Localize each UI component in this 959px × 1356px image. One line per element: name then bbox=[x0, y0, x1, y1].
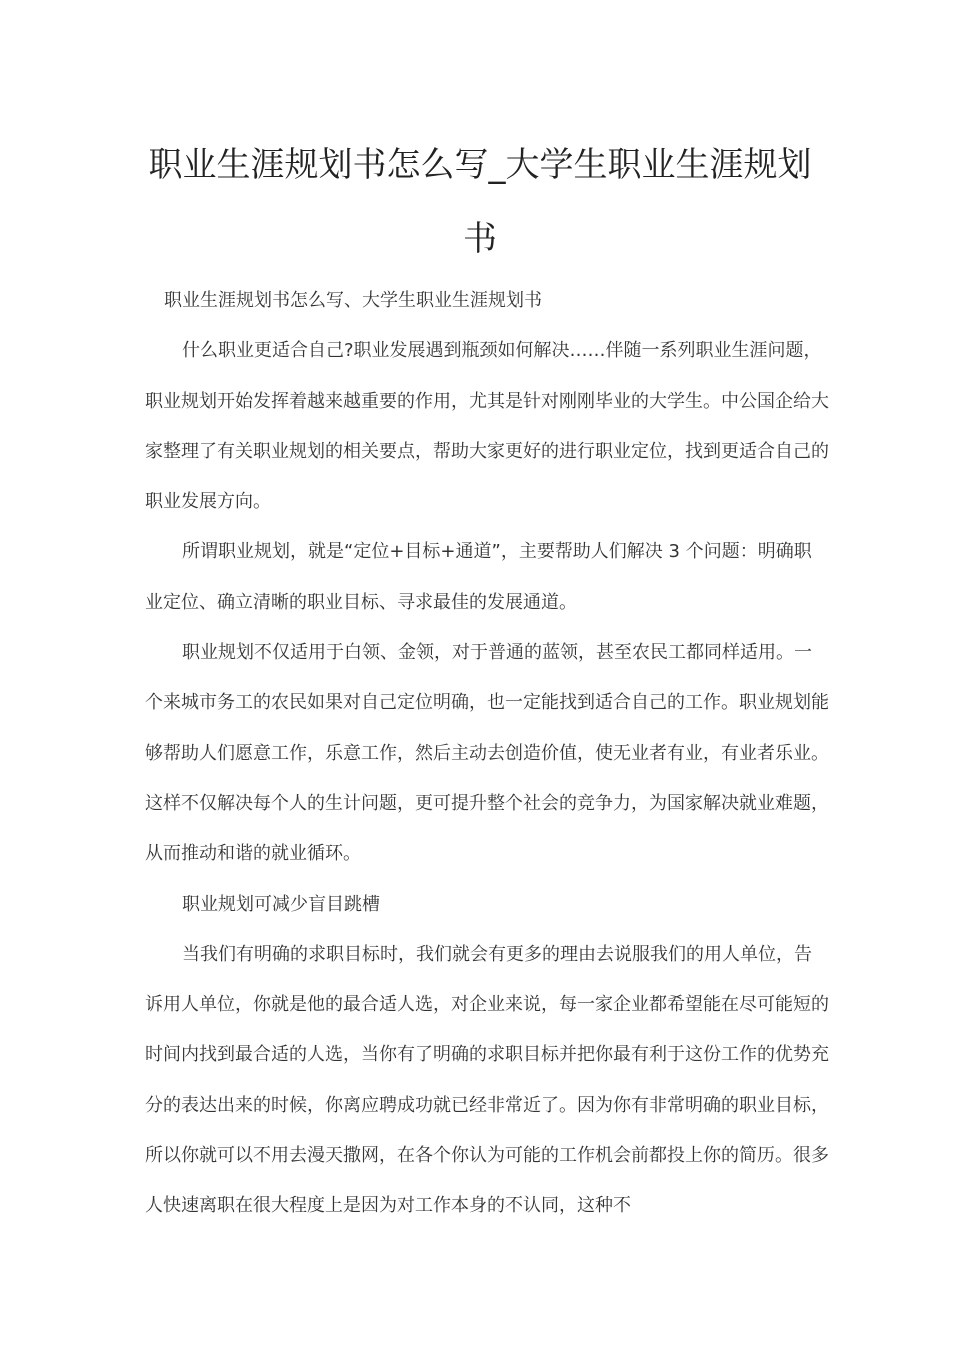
document-subtitle: 职业生涯规划书怎么写、大学生职业生涯规划书 bbox=[164, 290, 542, 311]
paragraph-job-target: 当我们有明确的求职目标时，我们就会有更多的理由去说服我们的用人单位，告诉用人单位，你就是他的最合适人选，对企业来说，每一家企业都希望能在尽可能短的时间内找到最合适的人选，当你有了明确的求职目标并把你最有利于这份工作的优势充分的表达出来的时候，你离应聘成功就已经非常近了。因为你有非常明确的职业目标，所以你就可以不用去漫天撒网，在各个你认为可能的工作机会前都投上你的简历。很多人快速离职在很大程度上是因为对工作本身的不认同，这种不 bbox=[145, 943, 829, 1217]
paragraph-intro: 什么职业更适合自己?职业发展遇到瓶颈如何解决……伴随一系列职业生涯问题，职业规划开始发挥着越来越重要的作用，尤其是针对刚刚毕业的大学生。中公国企给大家整理了有关职业规划的相关要点，帮助大家更好的进行职业定位，找到更适合自己的职业发展方向。 bbox=[145, 340, 829, 513]
section-heading: 职业规划可减少盲目跳槽 bbox=[182, 893, 380, 915]
paragraph-applicability: 职业规划不仅适用于白领、金领，对于普通的蓝领，甚至农民工都同样适用。一个来城市务工的农民如果对自己定位明确，也一定能找到适合自己的工作。职业规划能够帮助人们愿意工作，乐意工作，然后主动去创造价值，使无业者有业，有业者乐业。这样不仅解决每个人的生计问题，更可提升整个社会的竞争力，为国家解决就业难题，从而推动和谐的就业循环。 bbox=[145, 642, 829, 865]
document-title: 职业生涯规划书怎么写_大学生职业生涯规划书 bbox=[148, 145, 812, 259]
document-body bbox=[145, 276, 829, 1232]
paragraph-definition: 所谓职业规划，就是“定位+目标+通道”，主要帮助人们解决 3 个问题：明确职业定位、确立清晰的职业目标、寻求最佳的发展通道。 bbox=[145, 541, 812, 613]
